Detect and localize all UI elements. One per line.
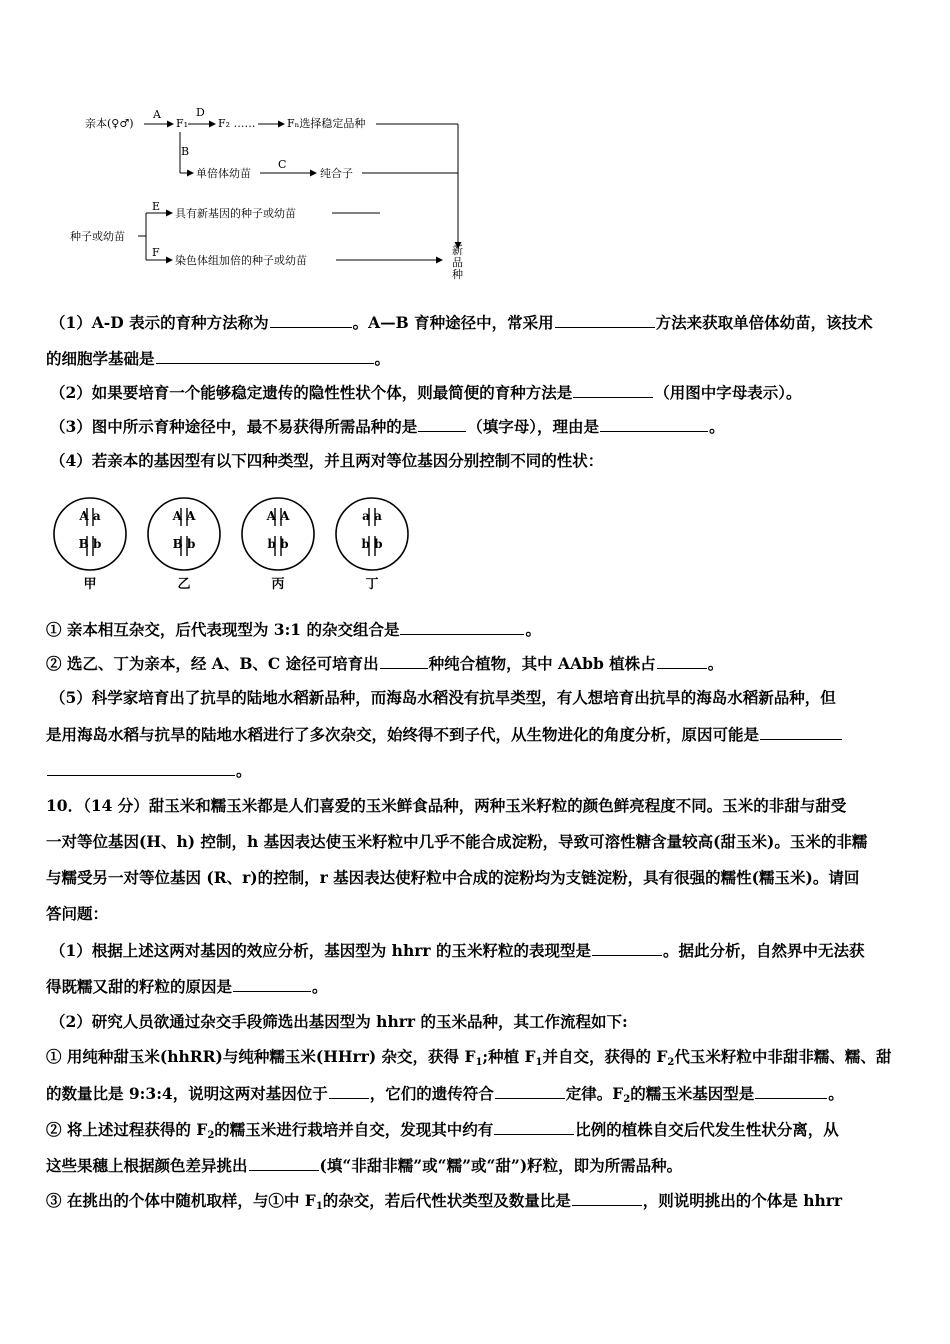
answer-blank[interactable] — [760, 724, 842, 740]
answer-blank[interactable] — [47, 760, 235, 776]
s1-line: ① 亲本相互杂交，后代表现型为 3:1 的杂交组合是 。 — [46, 620, 541, 639]
cell-yi-label: 乙 — [177, 577, 191, 592]
answer-blank[interactable] — [249, 1155, 319, 1171]
q4-line: （4）若亲本的基因型有以下四种类型，并且两对等位基因分别控制不同的性状： — [50, 451, 604, 470]
p10s2-line2: 这些果穗上根据颜色差异挑出 (填“非甜非糯”或“糯”或“甜”)籽粒，即为所需品种。 — [46, 1156, 683, 1175]
answer-blank[interactable] — [400, 619, 524, 635]
p10q1-line1: （1）根据上述这两对基因的效应分析，基因型为 hhrr 的玉米籽粒的表现型是 。据此分析，自然界中无法获 — [50, 941, 865, 960]
p10s3-line: ③ 在挑出的个体中随机取样，与①中 $F_1$的杂交，若后代性状类型及数量比是 ，则说明挑出的个体是 hhrr — [46, 1191, 843, 1212]
p10-line3: 与糯受另一对等位基因 (R、r)的控制，r 基因表达使籽粒中合成的淀粉均为支链淀粉，具有很强的糯性(糯玉米)。请回 — [46, 868, 860, 887]
fc-label-f: F — [152, 246, 160, 259]
fc-chromo: 染色体组加倍的种子或幼苗 — [175, 254, 307, 267]
fc-pure: 纯合子 — [320, 167, 353, 180]
cell-ding-top: a a — [362, 509, 382, 523]
answer-blank[interactable] — [572, 1190, 642, 1206]
cell-ding-bottom: b b — [361, 537, 383, 551]
answer-blank[interactable] — [657, 653, 707, 669]
answer-blank[interactable] — [600, 416, 708, 432]
fc-label-c: C — [278, 158, 287, 171]
cell-jia-bottom: B b — [78, 537, 102, 551]
fc-label-a: A — [153, 108, 161, 121]
p10-line2: 一对等位基因(H、h) 控制，h 基因表达使玉米籽粒中几乎不能合成淀粉，导致可溶性糖含量较高(甜玉米)。玉米的非糯 — [46, 832, 868, 851]
breeding-flowchart — [70, 100, 500, 285]
fc-newgene: 具有新基因的种子或幼苗 — [175, 207, 296, 220]
fc-result-3: 种 — [452, 268, 463, 281]
fc-haploid: 单倍体幼苗 — [196, 167, 251, 180]
answer-blank[interactable] — [573, 382, 653, 398]
fc-fn: Fₙ选择稳定品种 — [287, 117, 366, 130]
cell-jia-label: 甲 — [83, 577, 97, 592]
cell-bing-label: 丙 — [271, 577, 285, 592]
cell-yi-bottom: B b — [172, 537, 196, 551]
q5-line3: 。 — [46, 760, 252, 781]
q3-line: （3）图中所示育种途径中，最不易获得所需品种的是 （填字母），理由是 。 — [50, 417, 725, 436]
answer-blank[interactable] — [156, 348, 374, 364]
p10q2-line: （2）研究人员欲通过杂交手段筛选出基因型为 hhrr 的玉米品种，其工作流程如下: — [50, 1012, 628, 1031]
p10-line1: 10．（14 分）甜玉米和糯玉米都是人们喜爱的玉米鲜食品种，两种玉米籽粒的颜色鲜亮程度不同。玉米的非甜与甜受 — [46, 796, 847, 815]
answer-blank[interactable] — [233, 976, 311, 992]
p10-line4: 答问题： — [46, 904, 109, 923]
answer-blank[interactable] — [329, 1083, 369, 1099]
fc-seeds: 种子或幼苗 — [70, 230, 125, 243]
cell-jia-top: A a — [79, 509, 101, 523]
answer-blank[interactable] — [418, 416, 466, 432]
cell-yi-top: A A — [172, 509, 196, 523]
cell-bing-top: A A — [266, 509, 290, 523]
answer-blank[interactable] — [270, 312, 352, 328]
p10s1-line2: 的数量比是 9:3:4，说明这两对基因位于 ，它们的遗传符合 定律。$F_2$的糯玉米基因型是 。 — [46, 1084, 844, 1105]
fc-f1: F₁ — [176, 117, 189, 130]
fc-label-d: D — [196, 106, 205, 119]
cell-ding-label: 丁 — [365, 577, 379, 592]
q2-line: （2）如果要培育一个能够稳定遗传的隐性性状个体，则最简便的育种方法是 （用图中字母表示）。 — [50, 383, 802, 402]
fc-result-2: 品 — [452, 256, 463, 269]
p10s2-line1: ② 将上述过程获得的 $F_2$的糯玉米进行栽培并自交，发现其中约有 比例的植株自交后代发生性状分离，从 — [46, 1120, 839, 1141]
p10s1-line1: ① 用纯种甜玉米(hhRR)与纯种糯玉米(HHrr) 杂交，获得 $F_1$;种植 $F_1$并自交，获得的 $F_2$代玉米籽粒中非甜非糯、糯、甜 — [46, 1047, 892, 1068]
answer-blank[interactable] — [380, 653, 428, 669]
answer-blank[interactable] — [494, 1119, 574, 1135]
q5-line2: 是用海岛水稻与抗旱的陆地水稻进行了多次杂交，始终得不到子代，从生物进化的角度分析，原因可能是 — [46, 724, 843, 745]
answer-blank[interactable] — [592, 940, 662, 956]
fc-label-b: B — [181, 145, 190, 158]
cell-bing-bottom: b b — [267, 537, 289, 551]
q1-line2: 的细胞学基础是 。 — [46, 349, 391, 368]
answer-blank[interactable] — [495, 1083, 565, 1099]
fc-parents: 亲本(♀♂) — [85, 117, 134, 130]
q1-line1: （1）A-D 表示的育种方法称为 。A—B 育种途径中，常采用 方法来获取单倍体幼苗，该技术 — [50, 313, 873, 332]
answer-blank[interactable] — [755, 1083, 827, 1099]
answer-blank[interactable] — [555, 312, 655, 328]
q5-line1: （5）科学家培育出了抗旱的陆地水稻新品种，而海岛水稻没有抗旱类型，有人想培育出抗旱的海岛水稻新品种，但 — [50, 688, 836, 707]
fc-label-e: E — [152, 200, 161, 213]
fc-result-1: 新 — [452, 244, 463, 257]
cell-diagrams — [50, 494, 430, 594]
fc-f2: F₂ …… — [218, 117, 256, 130]
s2-line: ② 选乙、丁为亲本，经 A、B、C 途径可培育出 种纯合植物，其中 AAbb 植株占 。 — [46, 654, 724, 673]
p10q1-line2: 得既糯又甜的籽粒的原因是 。 — [46, 977, 328, 996]
